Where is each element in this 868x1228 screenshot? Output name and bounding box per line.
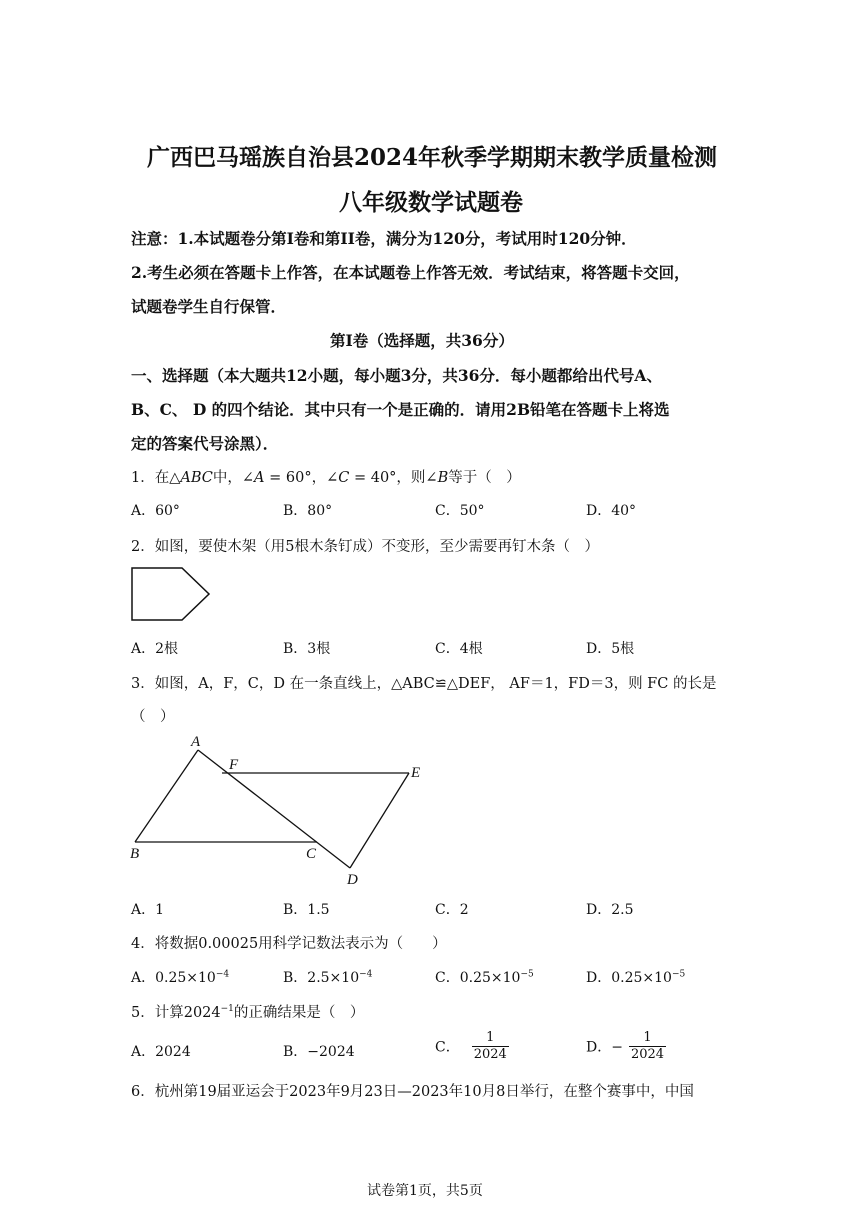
- q5-d-prefix: D．−: [586, 1039, 623, 1056]
- q1-option-d: D．40°: [586, 503, 637, 519]
- section-intro-3: 定的答案代号涂黑）．: [131, 434, 279, 453]
- q5-d-fraction: [629, 1030, 666, 1063]
- question-3-bracket: （ ）: [131, 709, 175, 725]
- pentagon-figure: [128, 565, 214, 625]
- q1-text-pre: 1．在△: [131, 470, 181, 486]
- q3-option-a: A．1: [131, 902, 165, 918]
- q4-d-base: 0.25×10: [611, 970, 672, 986]
- q5-d-denominator: 2024: [630, 1047, 665, 1062]
- section-heading: 第I卷（选择题，共36分）: [330, 331, 514, 350]
- q5-c-numerator: 1: [486, 1030, 495, 1045]
- q5-option-b: B．−2024: [283, 1044, 355, 1060]
- label-e: E: [411, 765, 421, 781]
- q4-option-d: [586, 967, 685, 987]
- q1-option-a: A．60°: [131, 503, 180, 519]
- q4-b-exp: −4: [359, 969, 373, 980]
- q4-c-exp: −5: [520, 969, 534, 980]
- q5-d-numerator: 1: [643, 1030, 652, 1045]
- q4-option-a: [131, 967, 229, 987]
- q1-triangle-abc: ABC: [180, 470, 213, 486]
- label-b: B: [130, 846, 140, 862]
- q4-option-b: [283, 967, 372, 987]
- question-5: [131, 1001, 364, 1022]
- q1-option-b: B．80°: [283, 503, 333, 519]
- q5-exponent: −1: [220, 1004, 234, 1015]
- q5-c-prefix: C．: [435, 1039, 460, 1056]
- q5-option-a: A．2024: [131, 1044, 191, 1060]
- q1-option-c: C．50°: [435, 503, 485, 519]
- triangle-figure: [125, 730, 435, 890]
- section-intro-1: 一、选择题（本大题共12小题，每小题3分，共36分．每小题都给出代号A、: [131, 366, 662, 385]
- q4-c-base: 0.25×10: [459, 970, 521, 986]
- q5-option-c: [435, 1030, 509, 1063]
- notice-line-1: 注意：1.本试题卷分第I卷和第II卷，满分为120分，考试用时120分钟．: [131, 229, 637, 248]
- q2-option-b: B．3根: [283, 641, 331, 657]
- q1-text-mid3: = 40°，则∠: [349, 470, 438, 486]
- q1-text-mid2: = 60°，∠: [264, 470, 339, 486]
- q1-text-mid1: 中，∠: [212, 470, 255, 486]
- page-footer: 试卷第1页，共5页: [367, 1183, 483, 1199]
- exam-subtitle: 八年级数学试题卷: [339, 189, 523, 216]
- label-a: A: [191, 734, 201, 750]
- q2-option-a: A．2根: [131, 641, 179, 657]
- q1-text-post: 等于（ ）: [448, 470, 521, 486]
- q4-b-prefix: B．: [283, 970, 308, 986]
- q3-option-d: D．2.5: [586, 902, 634, 918]
- q5-text-post: 的正确结果是（ ）: [233, 1005, 365, 1021]
- question-1: [131, 466, 521, 487]
- label-c: C: [306, 846, 317, 862]
- q3-option-c: C．2: [435, 902, 469, 918]
- exam-title: 广西巴马瑶族自治县2024年秋季学期期末教学质量检测: [147, 144, 718, 171]
- q4-a-exp: −4: [215, 969, 230, 980]
- q5-c-denominator: 2024: [473, 1047, 507, 1062]
- section-intro-2: B、C、 D 的四个结论．其中只有一个是正确的．请用2B铅笔在答题卡上将选: [131, 400, 670, 419]
- q4-d-exp: −5: [671, 969, 686, 980]
- q4-c-prefix: C．: [435, 970, 460, 986]
- question-4: 4．将数据0.00025用科学记数法表示为（ ）: [131, 936, 447, 952]
- q4-option-c: [435, 967, 534, 987]
- q1-angle-b: B: [437, 470, 449, 486]
- question-6: 6．杭州第19届亚运会于2023年9月23日—2023年10月8日举行，在整个赛事中，中国: [131, 1084, 694, 1100]
- notice-line-2: 2.考生必须在答题卡上作答，在本试题卷上作答无效．考试结束，将答题卡交回，: [131, 263, 690, 282]
- q4-a-prefix: A．: [131, 970, 156, 986]
- q2-option-c: C．4根: [435, 641, 483, 657]
- q4-d-prefix: D．: [586, 970, 612, 986]
- label-d: D: [347, 872, 358, 888]
- q2-option-d: D．5根: [586, 641, 635, 657]
- q4-b-base: 2.5×10: [307, 970, 360, 986]
- q1-angle-c: C: [338, 470, 350, 486]
- q4-a-base: 0.25×10: [155, 970, 216, 986]
- notice-line-3: 试题卷学生自行保管．: [131, 297, 287, 316]
- q5-c-fraction: [472, 1030, 509, 1063]
- label-f: F: [229, 757, 239, 773]
- question-3: 3．如图，A，F，C，D 在一条直线上，△ABC≌△DEF， AF＝1，FD＝3，则 FC 的长是: [131, 676, 717, 692]
- q5-text-pre: 5．计算2024: [131, 1005, 221, 1021]
- question-2: 2．如图，要使木架（用5根木条钉成）不变形，至少需要再钉木条（ ）: [131, 539, 599, 555]
- q3-option-b: B．1.5: [283, 902, 330, 918]
- q1-angle-a: A: [254, 470, 265, 486]
- q5-option-d: [586, 1030, 666, 1063]
